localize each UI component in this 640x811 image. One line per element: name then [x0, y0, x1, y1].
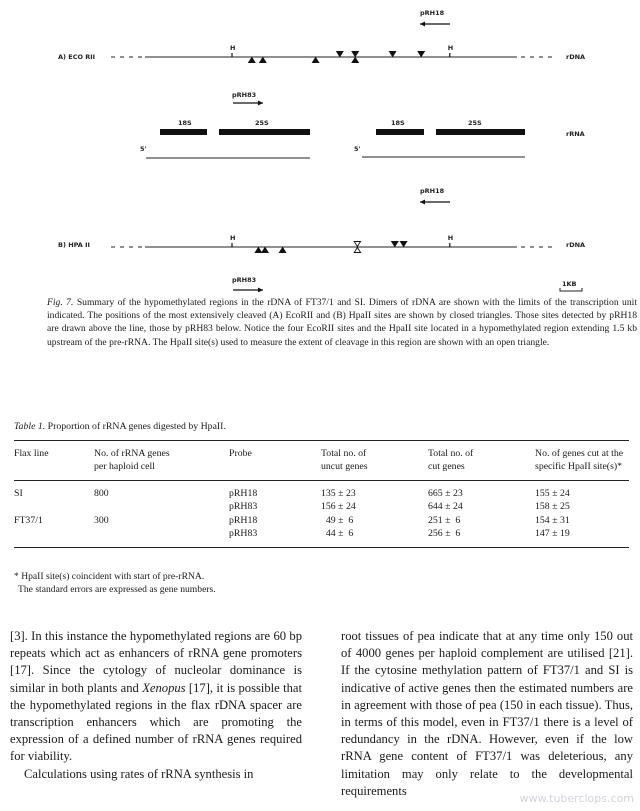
hindiii-site-label: H	[230, 44, 236, 52]
table-cell: 154 ± 31	[535, 514, 570, 526]
figure-caption	[47, 296, 637, 349]
table-cell	[94, 527, 229, 548]
body-paragraph-1-part-2: [17], it is possible that the hypomethylated regions in the flax rDNA spacer are transcription enhancers which are promoting the expression of a defined number of rRNA genes required for viability.	[10, 680, 303, 764]
closed-triangle-above-icon	[352, 52, 358, 57]
rrna-unit2-18s-label: 18S	[391, 119, 405, 127]
rrna-unit1-5prime-label: 5'	[140, 145, 147, 153]
scale-bar	[560, 280, 582, 291]
closed-triangle-above-icon	[389, 52, 395, 57]
table-header-cell: Total no. of cut genes	[428, 448, 474, 473]
rrna-unit2-25s-bar	[436, 129, 525, 135]
hpaii-digestion-table	[14, 440, 629, 548]
table-cell: 158 ± 25	[535, 501, 570, 513]
body-paragraph-2-continued: root tissues of pea indicate that at any time only 150 out of 4000 genes per haploid complement are utilised [21]. If the cytosine methylation pattern of FT37/1 and SI is indicative of active genes then the estimated numbers are in agreement with those of pea (150 in each tissue). Thus, in terms of this model, even in FT37/1 there is a level of redundancy in the rDNA. However, even if the low rRNA gene content of FT37/1 was deleterious, any limitation may only relate to the developmental requirements	[341, 629, 633, 798]
table-title	[14, 421, 226, 432]
closed-triangle-below-icon	[260, 58, 266, 63]
table-header-row	[14, 441, 629, 481]
table-cell: SI	[14, 487, 23, 499]
table-cell: 135 ± 23	[321, 487, 356, 499]
panel-b-probe-above-label: pRH18	[420, 187, 445, 195]
table-row	[14, 527, 629, 548]
panel-b-track-label: rDNA	[566, 241, 586, 249]
body-text-left-column	[10, 628, 302, 783]
panel-a-label: A) ECO RII	[58, 53, 96, 61]
scale-bar-label: 1KB	[562, 280, 577, 288]
table-cell: 155 ± 24	[535, 487, 570, 499]
panel-b-label: B) HPA II	[58, 241, 90, 249]
open-triangle-above-icon	[354, 242, 360, 247]
table-cell: 300	[94, 514, 109, 526]
table-cell: pRH18	[229, 514, 258, 526]
table-cell: 44 ± 6	[321, 528, 354, 540]
table-cell: 49 ± 6	[321, 514, 354, 526]
rrna-unit2-25s-label: 25S	[468, 119, 482, 127]
closed-triangle-below-icon	[262, 248, 268, 253]
table-header-cell: Total no. of uncut genes	[321, 448, 368, 473]
table-header-cell: No. of rRNA genes per haploid cell	[94, 448, 170, 473]
hindiii-site-label: H	[447, 234, 454, 242]
table-cell: 251 ± 6	[428, 514, 461, 526]
table-row	[14, 514, 629, 527]
table-footnote-2: The standard errors are expressed as gene numbers.	[18, 584, 216, 595]
hindiii-site-label: H	[447, 44, 454, 52]
table-footnote-1: * HpaII site(s) coincident with start of pre-rRNA.	[14, 571, 205, 582]
panel-a-ecorii	[58, 9, 585, 106]
rrna-unit1-18s-bar	[160, 129, 207, 135]
table-row	[14, 500, 629, 513]
rrna-unit1-25s-label: 25S	[255, 119, 269, 127]
table-title-label: Table 1.	[14, 421, 46, 432]
open-triangle-below-icon	[354, 248, 360, 253]
table-cell: 800	[94, 487, 109, 499]
scale-bar-bracket	[560, 288, 582, 291]
rrna-unit1-18s-label: 18S	[178, 119, 192, 127]
watermark: www.tuberclops.com	[519, 792, 634, 805]
probe-below-arrow-head	[258, 101, 263, 106]
probe-above-arrow-head	[420, 22, 425, 27]
body-text-right-column	[341, 628, 633, 800]
closed-triangle-above-icon	[418, 52, 424, 57]
panel-a-probe-above-label: pRH18	[420, 9, 445, 17]
table-row	[14, 480, 629, 500]
body-paragraph-1-part-1: [3]. In this instance the hypomethylated regions are 60 bp repeats which act as enhancers of rRNA gene promoters [17]. Since the cytology of nucleolar dominance is similar in both plants and	[10, 629, 302, 695]
closed-triangle-above-icon	[337, 52, 343, 57]
probe-below-arrow-head	[258, 288, 263, 293]
closed-triangle-below-icon	[352, 58, 358, 63]
table-cell: 665 ± 23	[428, 487, 463, 499]
rrna-track-label: rRNA	[566, 130, 585, 138]
rdna-map-figure	[0, 0, 640, 292]
rrna-unit2-5prime-label: 5'	[354, 145, 361, 153]
probe-above-arrow-head	[420, 200, 425, 205]
hindiii-site-label: H	[230, 234, 236, 242]
table-cell: 256 ± 6	[428, 528, 461, 540]
panel-b-hpaii	[58, 187, 585, 292]
table-cell: FT37/1	[14, 514, 43, 526]
rrna-transcripts	[140, 119, 585, 158]
closed-triangle-below-icon	[312, 58, 318, 63]
closed-triangle-below-icon	[249, 58, 255, 63]
panel-b-probe-below-label: pRH83	[232, 276, 257, 284]
table-cell	[14, 500, 94, 513]
table-title-text: Proportion of rRNA genes digested by HpaII.	[45, 421, 226, 432]
figure-caption-label: Fig. 7.	[47, 297, 74, 308]
table-cell: 644 ± 24	[428, 501, 463, 513]
table-cell: 147 ± 19	[535, 528, 570, 540]
rrna-unit2-18s-bar	[376, 129, 424, 135]
table-cell: 156 ± 24	[321, 501, 356, 513]
table-header-cell: Probe	[229, 448, 252, 459]
closed-triangle-below-icon	[279, 248, 285, 253]
table-header-cell: No. of genes cut at the specific HpaII site(s)*	[535, 448, 624, 473]
table-cell: pRH18	[229, 487, 258, 499]
table-cell: pRH83	[229, 501, 258, 513]
closed-triangle-above-icon	[392, 242, 398, 247]
panel-a-probe-below-label: pRH83	[232, 91, 257, 99]
closed-triangle-below-icon	[255, 248, 261, 253]
body-paragraph-2: Calculations using rates of rRNA synthesis in	[24, 766, 254, 781]
figure-caption-text: Summary of the hypomethylated regions in the rDNA of FT37/1 and SI. Dimers of rDNA are shown with the limits of the transcription unit indicated. The positions of the most extensively cleaved (A) EcoRII and (B) HpaII sites are shown by closed triangles. Those sites detected by pRH18 are drawn above the line, those by pRH83 below. Notice the four EcoRII sites and the HpaII site located in a hypomethylated region extending 1.5 kb upstream of the pre-rRNA. The HpaII site(s) used to measure the extent of cleavage in this region are shown with an open triangle.	[47, 297, 637, 348]
rrna-unit1-25s-bar	[219, 129, 310, 135]
panel-a-track-label: rDNA	[566, 53, 586, 61]
body-paragraph-1	[10, 628, 302, 766]
table-cell	[94, 500, 229, 513]
table-header-cell: Flax line	[14, 448, 49, 459]
table-cell: pRH83	[229, 528, 258, 540]
table-footnotes	[14, 570, 216, 596]
table-cell	[14, 527, 94, 548]
body-paragraph-1-italic-term: Xenopus	[142, 680, 186, 695]
closed-triangle-above-icon	[400, 242, 406, 247]
